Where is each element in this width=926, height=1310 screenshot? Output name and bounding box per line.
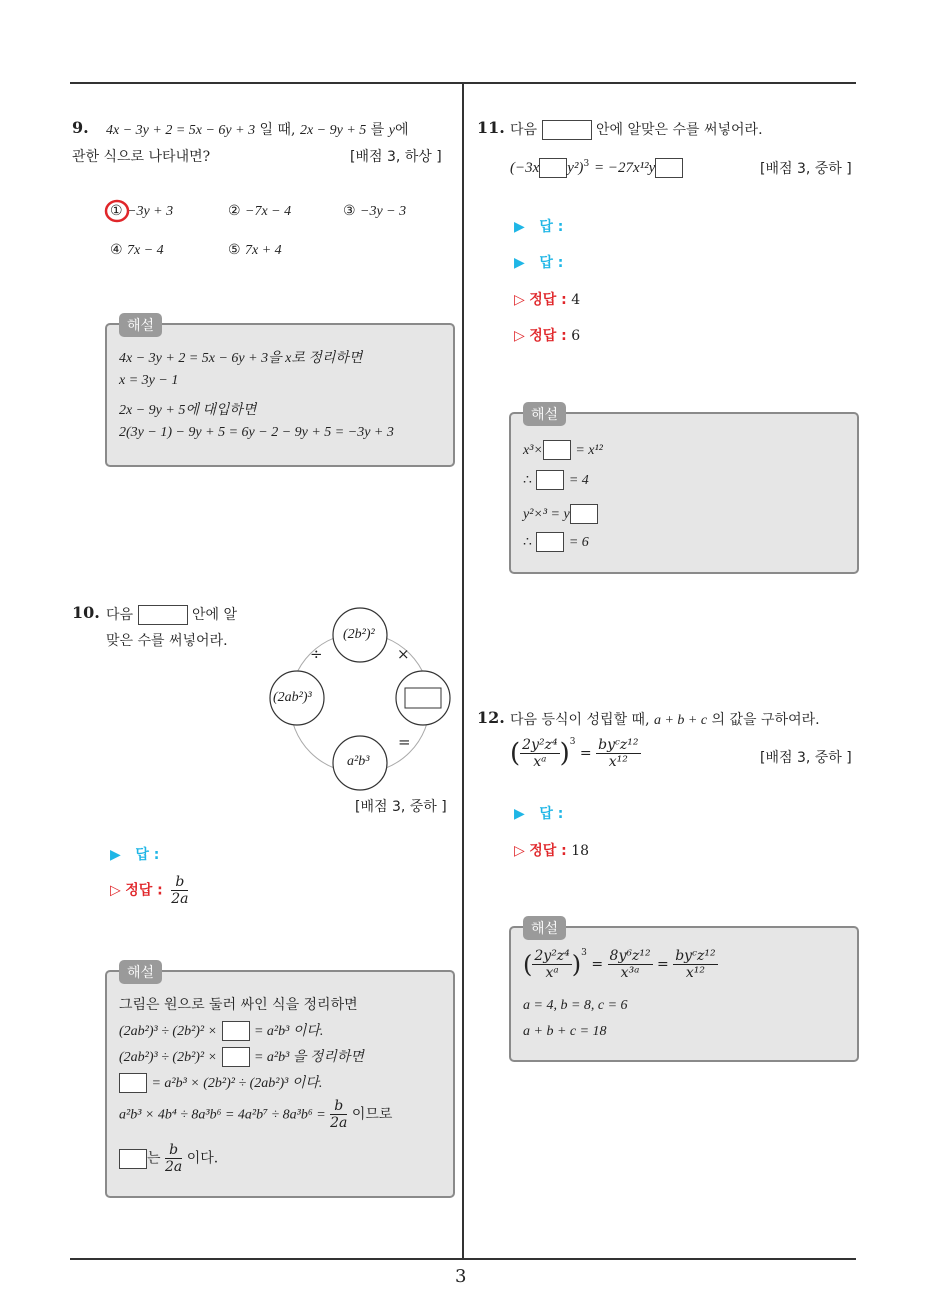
blank-box bbox=[536, 470, 564, 490]
q10-line2: 맞은 수를 써넣어라. bbox=[106, 633, 228, 649]
q11-line1: 다음 안에 알맞은 수를 써넣어라. bbox=[510, 122, 763, 138]
q11-answer-row-2[interactable]: ▶ 답 : bbox=[514, 255, 564, 271]
triangle-outline-icon: ▷ bbox=[514, 843, 525, 859]
q12-number: 12. bbox=[477, 708, 505, 727]
q11-equation: (−3x y²)$^3$ = −27x¹²y bbox=[510, 158, 683, 178]
q9-explanation-tag: 해설 bbox=[119, 313, 162, 337]
blank-box bbox=[543, 440, 571, 460]
q10-explain-line: 그림은 원으로 둘러 싸인 식을 정리하면 bbox=[119, 997, 358, 1013]
q9-explain-line: 2(3y − 1) − 9y + 5 = 6y − 2 − 9y + 5 = −3y + 3 bbox=[119, 425, 394, 440]
triangle-outline-icon: ▷ bbox=[514, 292, 525, 308]
play-arrow-icon: ▶ bbox=[514, 255, 525, 271]
q10-explain-line: (2ab²)³ ÷ (2b²)² × = a²b³ 이다. bbox=[119, 1020, 323, 1041]
circle-left-label: (2ab²)³ bbox=[273, 690, 312, 705]
q10-explain-line: (2ab²)³ ÷ (2b²)² × = a²b³ 을 정리하면 bbox=[119, 1046, 364, 1067]
blank-box bbox=[655, 158, 683, 178]
q9-choice-5[interactable]: ⑤ 7x + 4 bbox=[228, 242, 282, 258]
triangle-outline-icon: ▷ bbox=[110, 882, 121, 899]
q11-answer-row-1[interactable]: ▶ 답 : bbox=[514, 219, 564, 235]
q10-line1: 다음 안에 알 bbox=[106, 607, 237, 623]
triangle-outline-icon: ▷ bbox=[514, 328, 525, 344]
q12-answer-row[interactable]: ▶ 답 : bbox=[514, 806, 564, 822]
blank-box bbox=[539, 158, 567, 178]
q9-choice-1[interactable]: ① −3y + 3 bbox=[110, 203, 173, 220]
q9-explanation-panel bbox=[105, 318, 455, 467]
q12-score: [배점 3, 중하 ] bbox=[760, 750, 852, 766]
op-equals-label: = bbox=[398, 733, 411, 751]
blank-box bbox=[138, 605, 188, 625]
q11-explain-line: ∴ = 4 bbox=[523, 472, 589, 488]
blank-box bbox=[119, 1149, 147, 1169]
circle-top-label: (2b²)² bbox=[343, 627, 375, 642]
circle-bottom-label: a²b³ bbox=[347, 754, 370, 769]
page-number: 3 bbox=[455, 1266, 467, 1287]
bottom-rule bbox=[70, 1258, 856, 1260]
op-divide-label: ÷ bbox=[310, 645, 323, 663]
q11-explain-line: ∴ = 6 bbox=[523, 534, 589, 550]
q11-explanation-tag: 해설 bbox=[523, 402, 566, 426]
q11-explanation-panel bbox=[509, 407, 859, 574]
q12-explain-line: a = 4, b = 8, c = 6 bbox=[523, 998, 628, 1013]
q9-line1: 4x − 3y + 2 = 5x − 6y + 3 일 때, 2x − 9y + 5 를 y에 bbox=[106, 122, 409, 138]
q9-choice-2[interactable]: ② −7x − 4 bbox=[228, 203, 292, 219]
play-arrow-icon: ▶ bbox=[514, 806, 525, 822]
q11-correct-row-2: ▷ 정답 : 6 bbox=[514, 328, 581, 344]
q9-choice-3[interactable]: ③ −3y − 3 bbox=[343, 203, 407, 219]
blank-box bbox=[119, 1073, 147, 1093]
q9-explain-line: x = 3y − 1 bbox=[119, 373, 179, 388]
q9-line2: 관한 식으로 나타내면? bbox=[72, 149, 211, 165]
q11-explain-line: y²×³ = y bbox=[523, 504, 598, 524]
q10-correct-frac: $\frac{b}{2a}$ bbox=[171, 874, 189, 907]
q11-correct-row-1: ▷ 정답 : 4 bbox=[514, 292, 581, 308]
q10-explain-line: 는 $\frac{b}{2a}$ 이다. bbox=[119, 1142, 218, 1175]
q10-explain-line: = a²b³ × (2b²)² ÷ (2ab²)³ 이다. bbox=[119, 1072, 322, 1093]
q9-score: [배점 3, 하상 ] bbox=[350, 149, 442, 165]
blank-box bbox=[542, 120, 592, 140]
q12-line1: 다음 등식이 성립할 때, a + b + c 의 값을 구하여라. bbox=[510, 712, 820, 728]
q9-number: 9. bbox=[72, 118, 89, 137]
q10-correct-row: ▷ 정답 : $\frac{b}{2a}$ bbox=[110, 874, 189, 907]
q9-explain-line: 4x − 3y + 2 = 5x − 6y + 3을 x로 정리하면 bbox=[119, 351, 363, 366]
q12-explain-line: ( $\frac{\text{2y²z⁴}}{\text{xᵃ}}$ )$^3$ = $\frac{\text{8y⁶z¹²}}{\text{x³ᵃ}}$ = $\frac{\text{byᶜz¹²}}{\text{x¹²}}$ bbox=[523, 948, 716, 981]
q12-equation: ( $\frac{\text{2y²z⁴}}{\text{xᵃ}}$ )$^3$ = $\frac{\text{byᶜz¹²}}{\text{x¹²}}$ bbox=[510, 737, 639, 770]
q11-score: [배점 3, 중하 ] bbox=[760, 161, 852, 177]
q12-explain-line: a + b + c = 18 bbox=[523, 1024, 607, 1039]
play-arrow-icon: ▶ bbox=[514, 219, 525, 235]
q10-explanation-tag: 해설 bbox=[119, 960, 162, 984]
q9-eq: 4x − 3y + 2 = 5x − 6y + 3 bbox=[106, 123, 256, 138]
op-multiply-label: × bbox=[397, 645, 410, 663]
q9-explain-line: 2x − 9y + 5에 대입하면 bbox=[119, 403, 257, 418]
q10-number: 10. bbox=[72, 603, 100, 622]
column-divider bbox=[462, 82, 464, 1260]
q11-explain-line: x³× = x¹² bbox=[523, 440, 603, 460]
q12-correct-row: ▷ 정답 : 18 bbox=[514, 843, 590, 859]
blank-box bbox=[570, 504, 598, 524]
q12-explanation-tag: 해설 bbox=[523, 916, 566, 940]
blank-box bbox=[222, 1021, 250, 1041]
selected-circle-icon bbox=[104, 198, 130, 224]
q10-explain-line: a²b³ × 4b⁴ ÷ 8a³b⁶ = 4a²b⁷ ÷ 8a³b⁶ = $\frac{b}{2a}$ 이므로 bbox=[119, 1098, 393, 1131]
blank-box bbox=[222, 1047, 250, 1067]
q12-explanation-panel bbox=[509, 921, 859, 1062]
q10-answer-row[interactable]: ▶ 답 : bbox=[110, 847, 160, 863]
q11-number: 11. bbox=[477, 118, 505, 137]
q10-explanation-panel bbox=[105, 965, 455, 1198]
q10-score: [배점 3, 중하 ] bbox=[355, 799, 447, 815]
q9-choice-4[interactable]: ④ 7x − 4 bbox=[110, 242, 164, 258]
blank-box bbox=[536, 532, 564, 552]
play-arrow-icon: ▶ bbox=[110, 847, 121, 863]
